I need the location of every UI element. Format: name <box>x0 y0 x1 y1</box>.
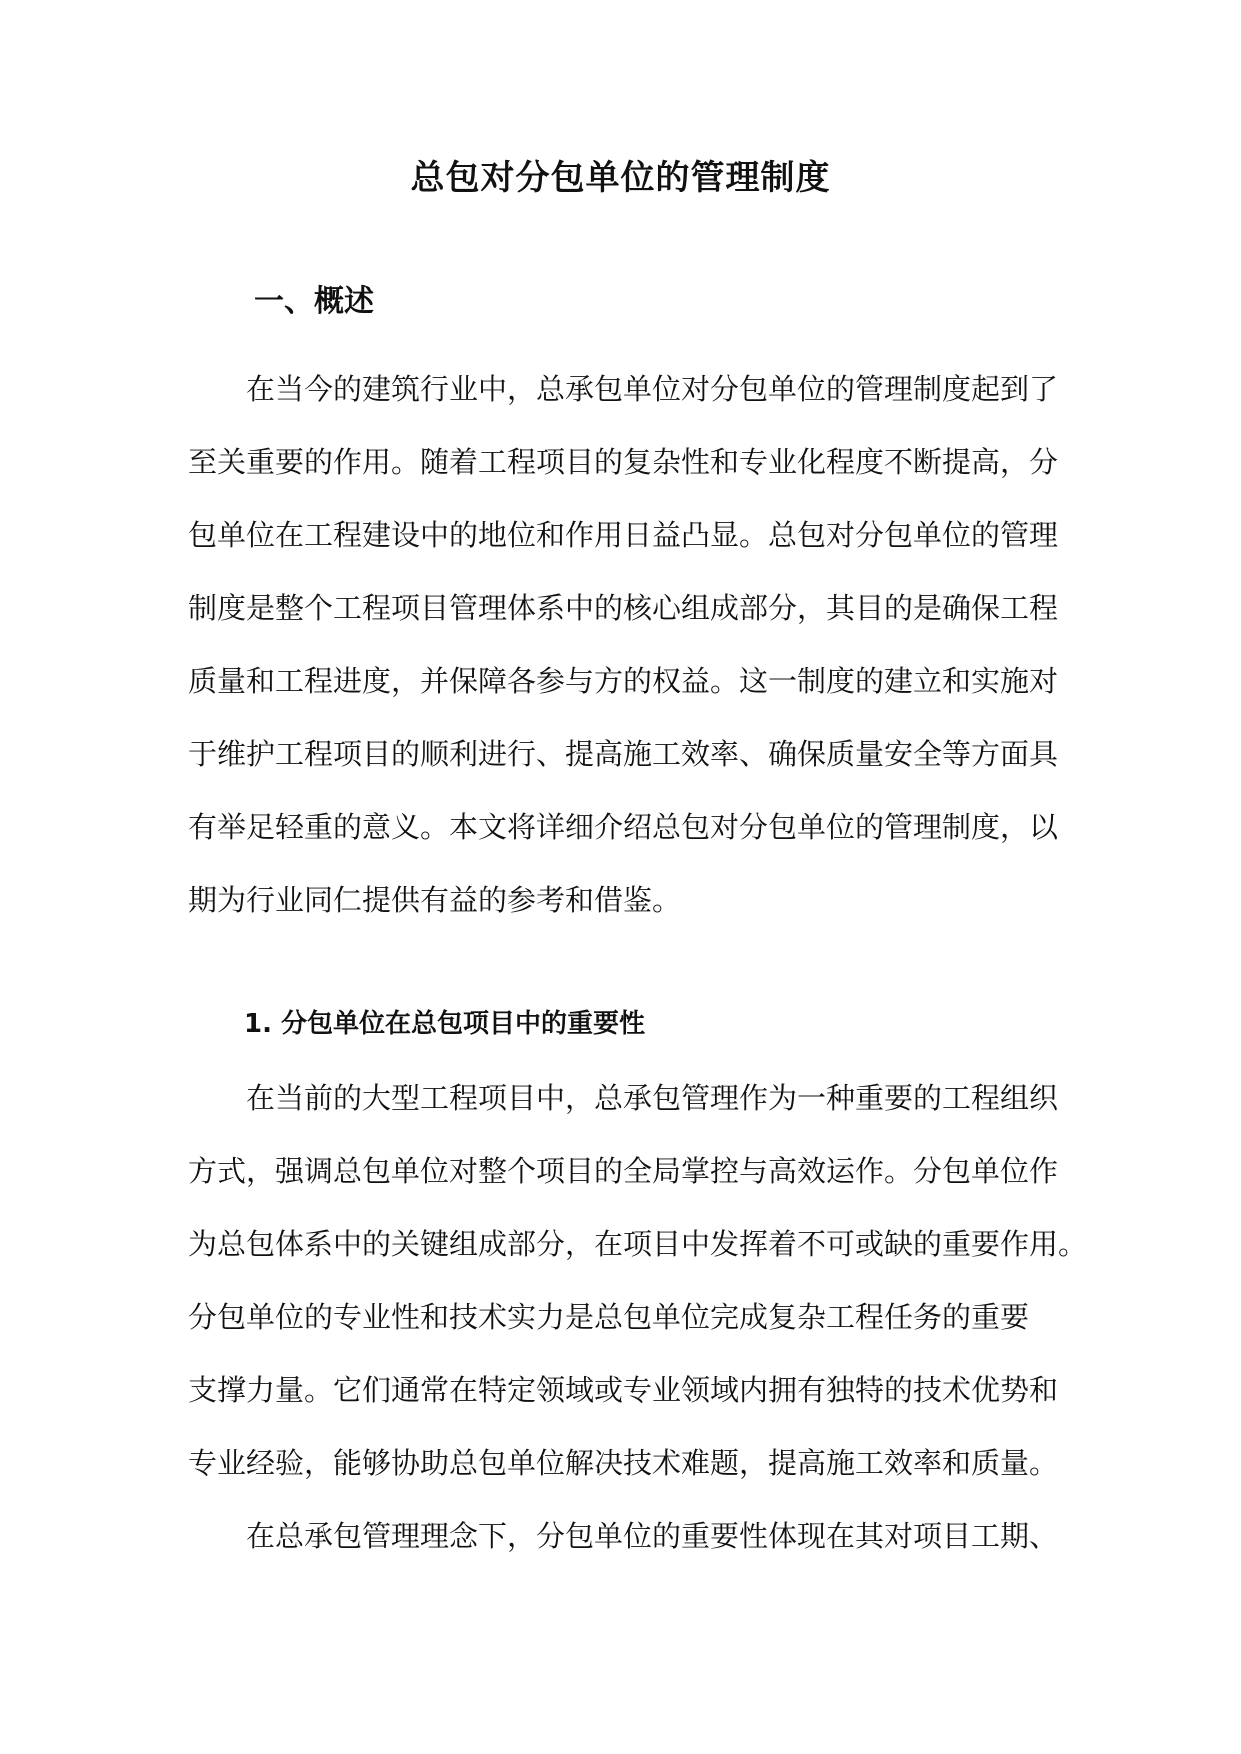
paragraph-line: 分包单位的专业性和技术实力是总包单位完成复杂工程任务的重要 <box>188 1300 1030 1334</box>
section-heading-overview: 一、概述 <box>254 284 374 319</box>
paragraph-overview <box>188 353 1058 937</box>
paragraph-line: 在当今的建筑行业中，总承包单位对分包单位的管理制度起到了 <box>246 372 1059 406</box>
paragraph-line: 为总包体系中的关键组成部分，在项目中发挥着不可或缺的重要作用。 <box>188 1227 1088 1261</box>
paragraph-line: 制度是整个工程项目管理体系中的核心组成部分，其目的是确保工程 <box>188 591 1059 625</box>
paragraph-line: 有举足轻重的意义。本文将详细介绍总包对分包单位的管理制度，以 <box>188 810 1059 844</box>
paragraph-line: 包单位在工程建设中的地位和作用日益凸显。总包对分包单位的管理 <box>188 518 1059 552</box>
paragraph-management-concept <box>188 1500 1058 1573</box>
document-title: 总包对分包单位的管理制度 <box>410 158 831 198</box>
paragraph-line: 方式，强调总包单位对整个项目的全局掌控与高效运作。分包单位作 <box>188 1154 1059 1188</box>
paragraph-line: 至关重要的作用。随着工程项目的复杂性和专业化程度不断提高，分 <box>188 445 1059 479</box>
paragraph-line: 在当前的大型工程项目中，总承包管理作为一种重要的工程组织 <box>246 1081 1059 1115</box>
paragraph-line: 期为行业同仁提供有益的参考和借鉴。 <box>188 883 682 917</box>
paragraph-line: 在总承包管理理念下，分包单位的重要性体现在其对项目工期、 <box>246 1519 1059 1553</box>
paragraph-line: 支撑力量。它们通常在特定领域或专业领域内拥有独特的技术优势和 <box>188 1373 1059 1407</box>
paragraph-line: 质量和工程进度，并保障各参与方的权益。这一制度的建立和实施对 <box>188 664 1059 698</box>
paragraph-line: 专业经验，能够协助总包单位解决技术难题，提高施工效率和质量。 <box>188 1446 1059 1480</box>
subsection-heading-importance: 1. 分包单位在总包项目中的重要性 <box>244 1009 646 1039</box>
paragraph-line: 于维护工程项目的顺利进行、提高施工效率、确保质量安全等方面具 <box>188 737 1059 771</box>
paragraph-importance <box>188 1062 1088 1500</box>
